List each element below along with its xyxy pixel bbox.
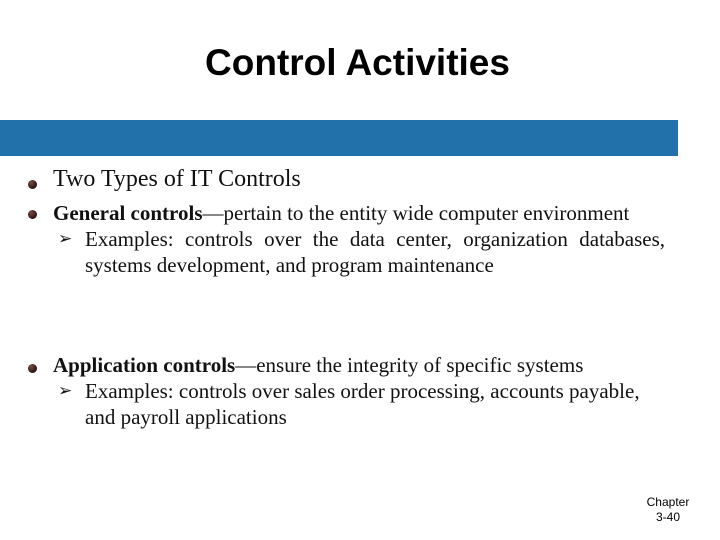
round-bullet-icon (28, 180, 37, 189)
bullet-application-controls (53, 352, 665, 430)
bullet-it-controls (53, 165, 665, 193)
em-dash: — (235, 353, 257, 377)
footer-line-1: Chapter (646, 495, 690, 509)
sub-bullet (53, 226, 665, 278)
slide-title: Control Activities (205, 42, 510, 83)
definition: pertain to the entity wide computer environment (223, 201, 630, 225)
bold-term: General controls (53, 201, 203, 225)
sub-bullet-text: Examples: controls over the data center, organization databases, systems development, and program maintenance (85, 227, 665, 277)
em-dash: — (202, 201, 224, 225)
round-bullet-icon (28, 210, 37, 219)
sub-bullet (53, 378, 665, 430)
application-controls-text (53, 352, 665, 378)
arrow-bullet-icon: ➢ (58, 381, 73, 401)
bullet-text: Two Types of IT Controls (53, 166, 301, 192)
footer-line-2: 3-40 (655, 510, 681, 524)
arrow-bullet-icon: ➢ (58, 229, 73, 249)
title-band (0, 120, 678, 156)
general-controls-text (53, 200, 665, 226)
definition: ensure the integrity of specific systems (256, 353, 584, 377)
chapter-footer (628, 495, 708, 525)
bullet-general-controls (53, 200, 665, 278)
sub-bullet-text: Examples: controls over sales order processing, accounts payable, and payroll applications (85, 379, 640, 429)
bold-term: Application controls (53, 353, 236, 377)
round-bullet-icon (28, 364, 37, 373)
